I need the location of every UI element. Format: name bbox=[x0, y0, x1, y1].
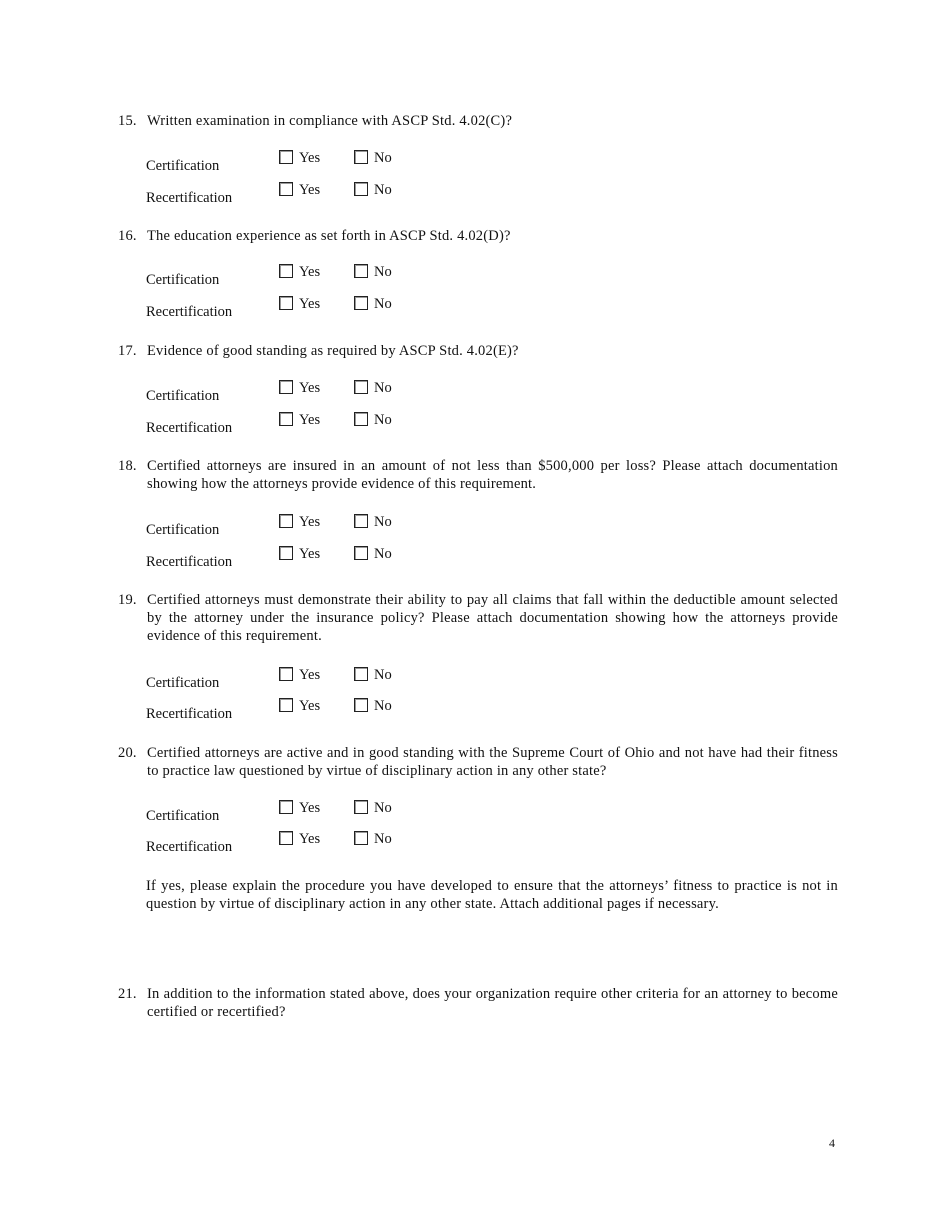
checkbox-box[interactable] bbox=[279, 698, 293, 712]
question-text: Certified attorneys are active and in good standing with the Supreme Court of Ohio and not have had their fitness to practice law questioned by virtue of disciplinary action in any other state? bbox=[147, 745, 838, 779]
checkbox-box[interactable] bbox=[354, 514, 368, 528]
question-number: 21. bbox=[118, 986, 137, 1002]
option-label: No bbox=[374, 380, 392, 396]
option-label: Yes bbox=[299, 831, 321, 847]
question-text: Evidence of good standing as required by ASCP Std. 4.02(E)? bbox=[147, 343, 519, 359]
q20-recertification-row bbox=[146, 833, 446, 853]
question-17 bbox=[118, 342, 838, 360]
q17-certification-row bbox=[146, 382, 446, 402]
question-text: Written examination in compliance with ASCP Std. 4.02(C)? bbox=[147, 113, 513, 129]
option-label: Yes bbox=[299, 380, 321, 396]
option-label: Yes bbox=[299, 546, 321, 562]
q19-certification-row bbox=[146, 669, 446, 689]
question-21 bbox=[118, 985, 838, 1021]
option-label: Yes bbox=[299, 800, 321, 816]
option-label: No bbox=[374, 831, 392, 847]
checkbox-box[interactable] bbox=[279, 150, 293, 164]
question-number: 19. bbox=[118, 592, 137, 608]
option-label: No bbox=[374, 182, 392, 198]
question-number: 17. bbox=[118, 343, 137, 359]
row-label: Certification bbox=[146, 272, 220, 288]
q19-recertification-row bbox=[146, 700, 446, 720]
row-label: Certification bbox=[146, 522, 220, 538]
row-label: Certification bbox=[146, 388, 220, 404]
question-text: Certified attorneys are insured in an amount of not less than $500,000 per loss? Please attach documentation showing how the attorneys provide evidence of this requirement. bbox=[147, 458, 838, 492]
option-label: No bbox=[374, 698, 392, 714]
row-label: Recertification bbox=[146, 304, 233, 320]
option-label: No bbox=[374, 296, 392, 312]
row-label: Recertification bbox=[146, 554, 233, 570]
question-16 bbox=[118, 227, 838, 245]
checkbox-box[interactable] bbox=[354, 667, 368, 681]
checkbox-box[interactable] bbox=[279, 667, 293, 681]
row-label: Certification bbox=[146, 675, 220, 691]
question-number: 16. bbox=[118, 228, 137, 244]
checkbox-box[interactable] bbox=[279, 296, 293, 310]
checkbox-box[interactable] bbox=[354, 546, 368, 560]
option-label: Yes bbox=[299, 667, 321, 683]
question-text: Certified attorneys must demonstrate their ability to pay all claims that fall within the deductible amount selected by the attorney under the insurance policy? Please attach documentation showing how the attorneys provide evidence of this requirement. bbox=[147, 592, 838, 644]
checkbox-box[interactable] bbox=[279, 831, 293, 845]
checkbox-box[interactable] bbox=[354, 698, 368, 712]
option-label: Yes bbox=[299, 412, 321, 428]
checkbox-box[interactable] bbox=[279, 514, 293, 528]
question-15 bbox=[118, 112, 838, 130]
option-label: Yes bbox=[299, 182, 321, 198]
checkbox-box[interactable] bbox=[279, 412, 293, 426]
checkbox-box[interactable] bbox=[354, 380, 368, 394]
question-number: 15. bbox=[118, 113, 137, 129]
q16-certification-row bbox=[146, 266, 446, 286]
q17-recertification-row bbox=[146, 414, 446, 434]
checkbox-box[interactable] bbox=[354, 264, 368, 278]
option-label: No bbox=[374, 800, 392, 816]
page-number: 4 bbox=[829, 1136, 835, 1150]
checkbox-box[interactable] bbox=[279, 182, 293, 196]
row-label: Recertification bbox=[146, 420, 233, 436]
checkbox-box[interactable] bbox=[279, 380, 293, 394]
checkbox-box[interactable] bbox=[354, 800, 368, 814]
option-label: Yes bbox=[299, 264, 321, 280]
question-20 bbox=[118, 744, 838, 780]
q15-recertification-row bbox=[146, 184, 446, 204]
checkbox-box[interactable] bbox=[354, 296, 368, 310]
question-text: In addition to the information stated above, does your organization require other criteria for an attorney to become certified or recertified? bbox=[147, 986, 838, 1020]
q18-recertification-row bbox=[146, 548, 446, 568]
question-19 bbox=[118, 591, 838, 645]
checkbox-box[interactable] bbox=[279, 264, 293, 278]
option-label: Yes bbox=[299, 698, 321, 714]
q18-certification-row bbox=[146, 516, 446, 536]
option-label: No bbox=[374, 412, 392, 428]
question-number: 20. bbox=[118, 745, 137, 761]
option-label: No bbox=[374, 264, 392, 280]
checkbox-box[interactable] bbox=[354, 831, 368, 845]
option-label: No bbox=[374, 150, 392, 166]
option-label: Yes bbox=[299, 150, 321, 166]
checkbox-box[interactable] bbox=[354, 182, 368, 196]
q15-certification-row bbox=[146, 152, 446, 172]
row-label: Recertification bbox=[146, 190, 233, 206]
option-label: No bbox=[374, 546, 392, 562]
checkbox-box[interactable] bbox=[279, 800, 293, 814]
checkbox-box[interactable] bbox=[354, 150, 368, 164]
checkbox-box[interactable] bbox=[354, 412, 368, 426]
row-label: Recertification bbox=[146, 839, 233, 855]
option-label: Yes bbox=[299, 514, 321, 530]
row-label: Recertification bbox=[146, 706, 233, 722]
question-text: The education experience as set forth in ASCP Std. 4.02(D)? bbox=[147, 228, 511, 244]
row-label: Certification bbox=[146, 158, 220, 174]
option-label: Yes bbox=[299, 296, 321, 312]
question-number: 18. bbox=[118, 458, 137, 474]
question-18 bbox=[118, 457, 838, 493]
q16-recertification-row bbox=[146, 298, 446, 318]
q20-explanation-note: If yes, please explain the procedure you have developed to ensure that the attorneys’ fitness to practice is not in question by virtue of disciplinary action in any other state. Attach additional pages if necessary. bbox=[146, 878, 838, 912]
row-label: Certification bbox=[146, 808, 220, 824]
option-label: No bbox=[374, 514, 392, 530]
option-label: No bbox=[374, 667, 392, 683]
checkbox-box[interactable] bbox=[279, 546, 293, 560]
q20-certification-row bbox=[146, 802, 446, 822]
